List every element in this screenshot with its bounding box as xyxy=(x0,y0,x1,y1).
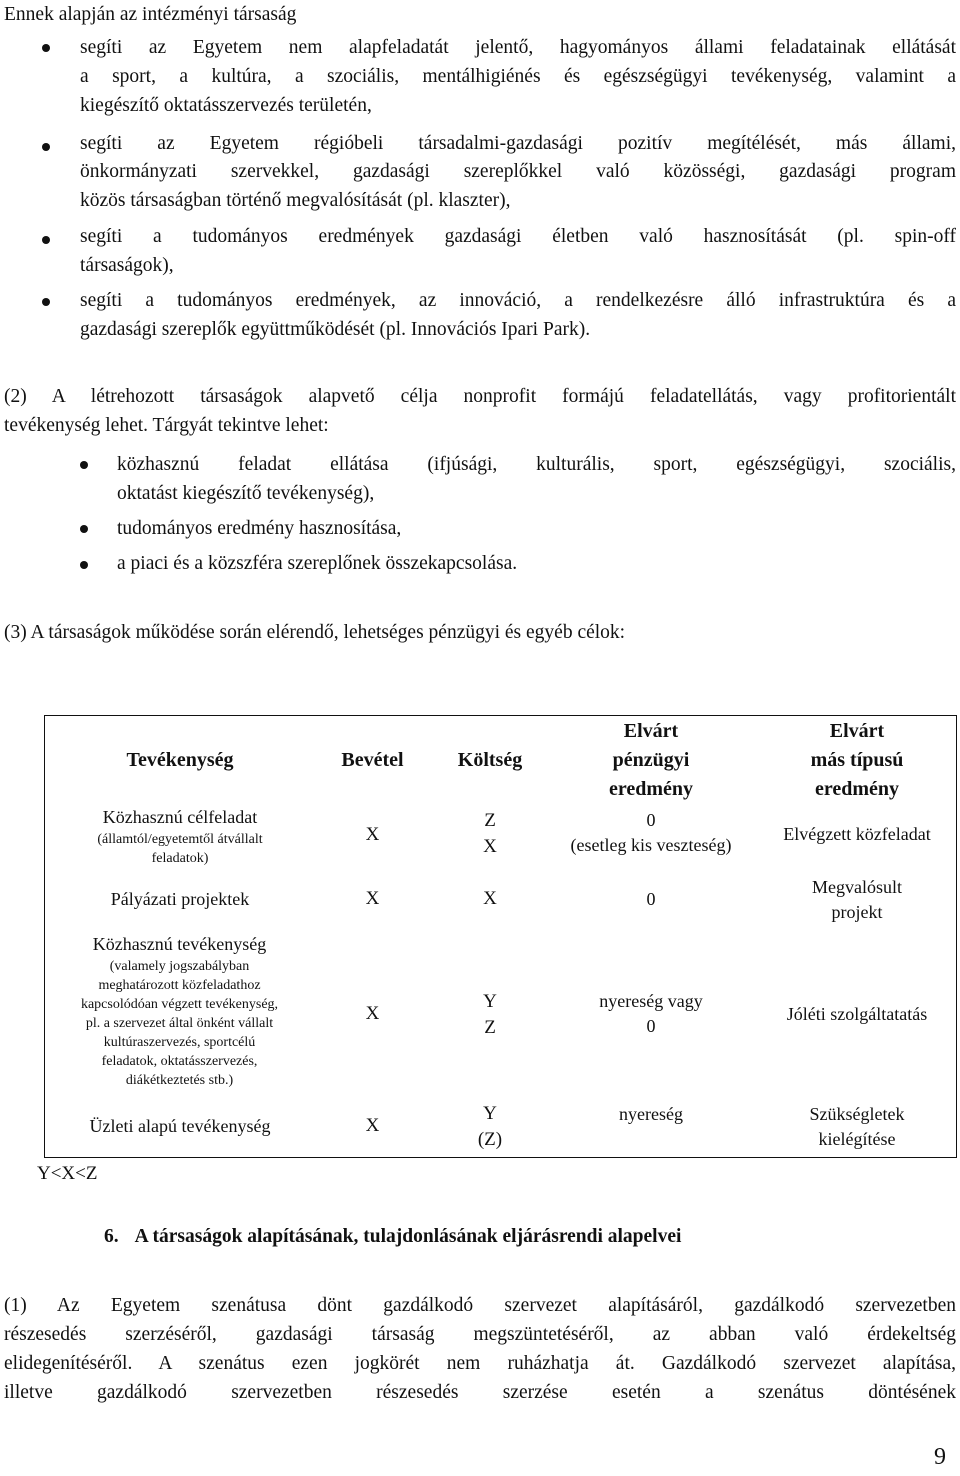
list1-item1-line3: kiegészítő oktatásszervezés területén, xyxy=(80,95,372,116)
header-other xyxy=(762,717,952,804)
row2-activity: Pályázati projektek xyxy=(110,889,250,909)
para3-text: (3) A társaságok működése során elérendő, lehetséges pénzügyi és egyéb célok: xyxy=(4,622,626,643)
page-number: 9 xyxy=(934,1444,946,1470)
row3-activity-note5: kultúraszervezés, sportcélú xyxy=(103,1035,256,1050)
bullet-icon xyxy=(80,461,88,469)
header-revenue: Bevétel xyxy=(341,749,404,771)
row3-cost xyxy=(440,989,540,1041)
list1-item3-line1: segíti a tudományos eredmények gazdasági életben való hasznosítását (pl. spin-off xyxy=(80,226,956,247)
row1-activity-note1: (államtól/egyetemtől átvállalt xyxy=(97,832,263,847)
row3-activity-note6: feladatok, oktatásszervezés, xyxy=(101,1054,258,1069)
header-financial xyxy=(551,717,751,804)
list1-item2-line2: önkormányzati szervekkel, gazdasági szereplőkkel való közösségi, gazdasági program xyxy=(80,161,956,182)
list1-item1-line1: segíti az Egyetem nem alapfeladatát jelentő, hagyományos állami feladatainak ellátását xyxy=(80,37,956,58)
row2-cost: X xyxy=(483,888,497,909)
bullet-icon xyxy=(80,525,88,533)
para4-line1: (1) Az Egyetem szenátusa dönt gazdálkodó szervezet alapításáról, gazdálkodó szervezetben xyxy=(4,1295,956,1316)
row3-cost-line1: Y xyxy=(483,991,497,1012)
list1-item3-line2: társaságok), xyxy=(80,255,174,276)
row3-activity-note7: diákétkeztetés stb.) xyxy=(125,1073,234,1088)
row3-financial xyxy=(551,989,751,1039)
row2-other-line2: projekt xyxy=(831,902,883,922)
list1-item2-line1: segíti az Egyetem régióbeli társadalmi-gazdasági pozitív megítélését, más állami, xyxy=(80,133,956,154)
bullet-icon xyxy=(42,298,50,306)
list2-item1-line1: közhasznú feladat ellátása (ifjúsági, kulturális, sport, egészségügyi, szociális, xyxy=(117,454,956,475)
row3-activity-title: Közhasznú tevékenység xyxy=(92,934,267,954)
row4-cost-line2: (Z) xyxy=(477,1129,503,1150)
header-financial-line2: pénzügyi xyxy=(612,749,690,771)
para2-line2: tevékenység lehet. Tárgyát tekintve lehet: xyxy=(4,415,329,436)
row1-cost-line2: X xyxy=(483,836,497,857)
row2-financial: 0 xyxy=(646,889,656,909)
row3-revenue: X xyxy=(365,1003,380,1024)
row4-other-line2: kielégítése xyxy=(818,1129,896,1149)
header-cost: Költség xyxy=(457,749,523,771)
header-other-line1: Elvárt xyxy=(829,720,885,742)
bullet-icon xyxy=(42,143,50,151)
para4-line4: illetve gazdálkodó szervezetben részesedés szerzése esetén a szenátus döntésének xyxy=(4,1382,956,1403)
list1-item1-line2: a sport, a kultúra, a szociális, mentálhigiénés és egészségügyi tevékenység, valamint a xyxy=(80,66,956,87)
para4-line3: elidegenítéséről. A szenátus ezen jogkörét nem ruházhatja át. Gazdálkodó szervezet alapítása, xyxy=(4,1353,956,1374)
row3-financial-line1: nyereség vagy xyxy=(599,991,703,1011)
para2-line1: (2) A létrehozott társaságok alapvető célja nonprofit formájú feladatellátás, vagy profitorientált xyxy=(4,386,956,407)
row1-activity-note2: feladatok) xyxy=(151,851,209,866)
row4-activity: Üzleti alapú tevékenység xyxy=(89,1116,271,1136)
intro-text: Ennek alapján az intézményi társaság xyxy=(4,4,297,25)
row2-revenue: X xyxy=(365,888,380,909)
header-financial-line3: eredmény xyxy=(608,778,694,800)
section-number: 6. xyxy=(104,1226,119,1247)
list2-item3: a piaci és a közszféra szereplőnek összekapcsolása. xyxy=(117,553,518,574)
section-title: A társaságok alapításának, tulajdonlásának eljárásrendi alapelvei xyxy=(134,1226,682,1247)
row3-financial-line2: 0 xyxy=(646,1016,656,1036)
row4-revenue: X xyxy=(365,1115,380,1136)
row1-financial-line1: 0 xyxy=(646,810,656,830)
row3-other: Jóléti szolgáltatatás xyxy=(786,1004,928,1024)
row4-cost xyxy=(440,1101,540,1153)
row1-activity-title: Közhasznú célfeladat xyxy=(102,807,258,827)
header-other-line2: más típusú xyxy=(810,749,904,771)
row3-activity-note2: meghatározott közfeladathoz xyxy=(98,978,261,993)
row1-cost-line1: Z xyxy=(484,810,496,831)
header-activity: Tevékenység xyxy=(126,749,234,771)
list1-item4-line2: gazdasági szereplők együttműködését (pl. Innovációs Ipari Park). xyxy=(80,319,591,340)
row4-financial: nyereség xyxy=(619,1104,683,1124)
header-other-line3: eredmény xyxy=(814,778,900,800)
row3-activity-note4: pl. a szervezet által önként vállalt xyxy=(85,1016,274,1031)
row1-other: Elvégzett közfeladat xyxy=(783,824,931,844)
row4-other xyxy=(762,1102,952,1152)
row1-activity xyxy=(60,805,300,868)
row1-financial xyxy=(551,808,751,858)
row2-other-line1: Megvalósult xyxy=(812,877,902,897)
row1-cost xyxy=(440,808,540,860)
row4-cost-line1: Y xyxy=(483,1103,497,1124)
row3-activity-note3: kapcsolódóan végzett tevékenység, xyxy=(80,997,279,1012)
header-financial-line1: Elvárt xyxy=(623,720,679,742)
bullet-icon xyxy=(42,44,50,52)
list1-item4-line1: segíti a tudományos eredmények, az innováció, a rendelkezésre álló infrastruktúra és a xyxy=(80,290,956,311)
row4-other-line1: Szükségletek xyxy=(809,1104,905,1124)
section-heading xyxy=(104,1222,681,1252)
list2-item1-line2: oktatást kiegészítő tevékenység), xyxy=(117,483,375,504)
list2-item2: tudományos eredmény hasznosítása, xyxy=(117,518,402,539)
row3-activity xyxy=(52,932,307,1090)
table-footnote: Y<X<Z xyxy=(37,1163,98,1184)
bullet-icon xyxy=(80,561,88,569)
row1-revenue: X xyxy=(365,824,380,845)
row1-financial-line2: (esetleg kis veszteség) xyxy=(570,835,732,855)
bullet-icon xyxy=(42,236,50,244)
row2-other xyxy=(762,875,952,925)
row3-activity-note1: (valamely jogszabályban xyxy=(109,959,250,974)
para4-line2: részesedés szerzéséről, gazdasági társaság megszüntetéséről, az abban való érdekeltség xyxy=(4,1324,956,1345)
list1-item2-line3: közös társaságban történő megvalósítását (pl. klaszter), xyxy=(80,190,511,211)
row3-cost-line2: Z xyxy=(484,1017,496,1038)
